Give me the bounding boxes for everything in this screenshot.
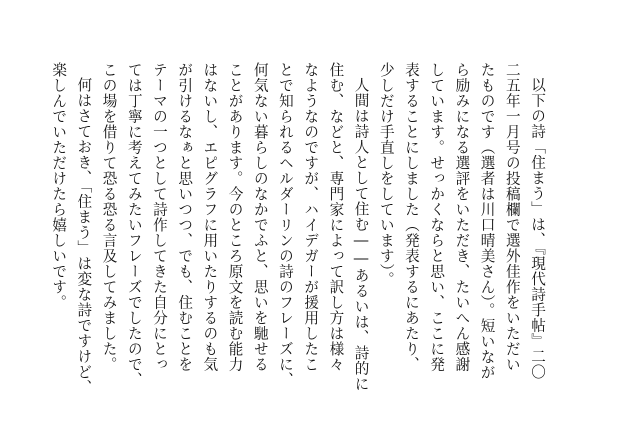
paragraph-line: 住む、などと、専門家によって訳し方は様々 <box>327 62 345 372</box>
paragraph-line: はないし、エピグラフに用いたりするのも気 <box>201 62 219 372</box>
paragraph-line: 人間は詩人として住む――あるいは、詩的に <box>352 77 370 392</box>
paragraph-line: が引けるなぁと思いつつ、でも、住むことを <box>176 62 194 372</box>
paragraph-line: テーマの一つとして詩作してきた自分にとっ <box>150 62 168 372</box>
paragraph-line: とで知られるヘルダーリンの詩のフレーズに、 <box>276 62 294 388</box>
paragraph-line: 少しだけ手直しをしています）。 <box>377 62 395 288</box>
paragraph-line: 楽しんでいただけたら嬉しいです。 <box>50 62 68 310</box>
paragraph-line: 表することにしました（発表するにあたり、 <box>402 62 420 372</box>
paragraph-line: たものです（選者は川口晴美さん）。短いなが <box>478 62 496 381</box>
paragraph-line: 何はさておき、「住まう」は変な詩ですけど、 <box>75 77 93 396</box>
body-text <box>50 62 550 396</box>
paragraph-line: 何気ない暮らしのなかでふと、思いを馳せる <box>251 62 269 372</box>
paragraph-line: なようなのですが、ハイデガーが援用したこ <box>302 62 320 372</box>
paragraph-line: ら励みになる選評をいただき、たいへん感謝 <box>453 62 471 372</box>
paragraph-line: しています。せっかくならと思い、ここに発 <box>428 62 446 372</box>
paragraph-line: この場を借りて恐る恐る言及してみました。 <box>100 62 118 372</box>
paragraph-line: ことがあります。今のところ原文を読む能力 <box>226 62 244 372</box>
paragraph-line: 二五年一月号の投稿欄で選外佳作をいただい <box>503 62 521 372</box>
paragraph-line: 以下の詩「住まう」は、『現代詩手帖』二〇 <box>529 77 546 380</box>
paragraph-line: ては丁寧に考えてみたいフレーズでしたので、 <box>125 62 143 388</box>
